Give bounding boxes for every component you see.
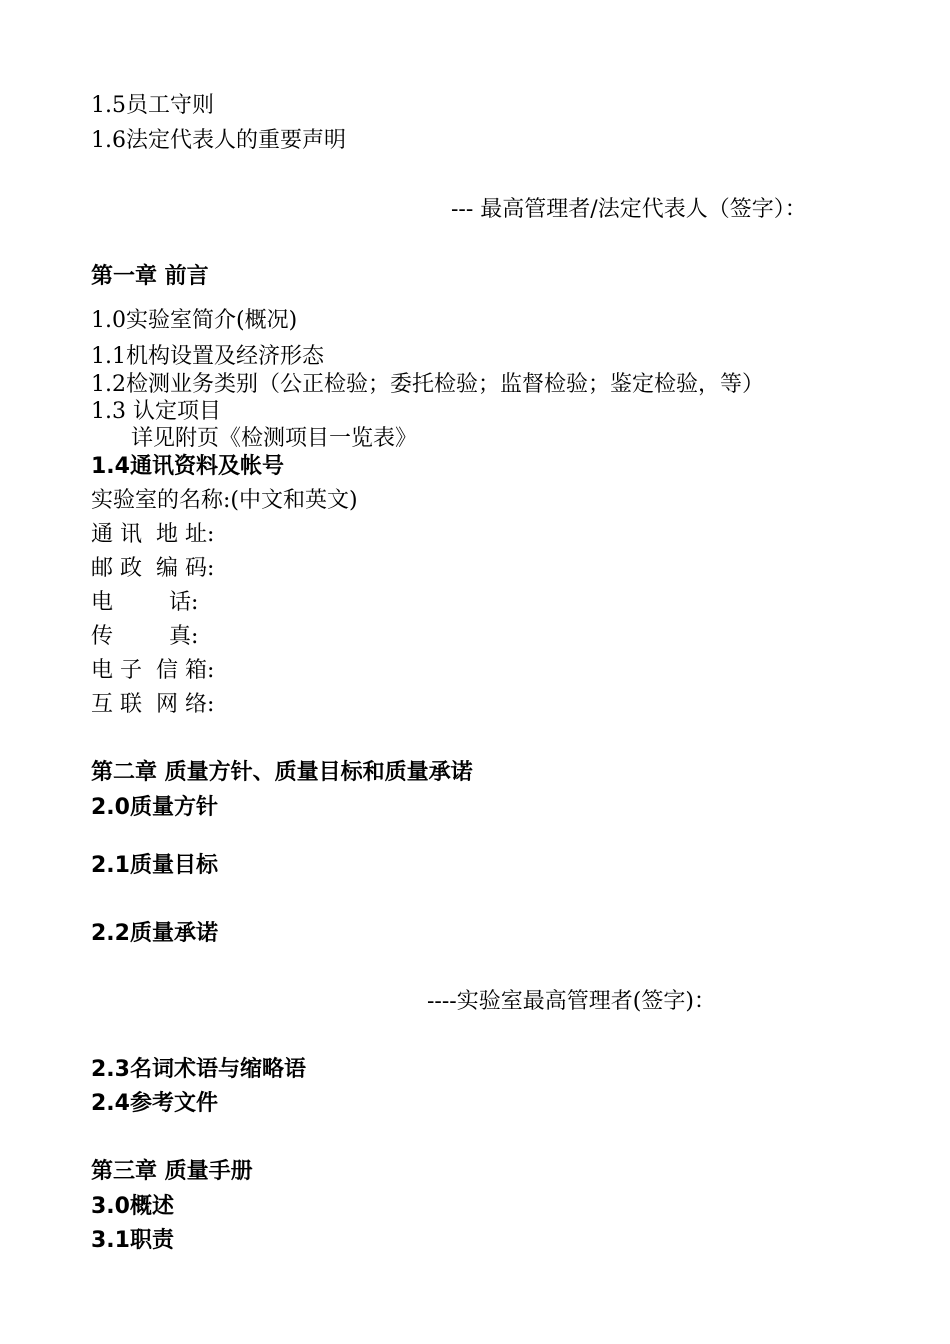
field-phone [91,590,243,616]
section-1-6: 1.6法定代表人的重要声明 [91,128,346,153]
field-label-website: 互 联 网 络: [91,692,215,717]
section-2-4: 2.4参考文件 [91,1091,218,1116]
field-postcode [91,556,243,582]
section-1-5: 1.5员工守则 [91,93,214,118]
field-website [91,692,243,718]
field-fax [91,624,243,650]
section-3-1: 3.1职责 [91,1228,174,1253]
section-2-1: 2.1质量目标 [91,853,218,878]
chapter-2-title: 第二章 质量方针、质量目标和质量承诺 [91,760,473,785]
field-email [91,658,243,684]
section-1-2: 1.2检测业务类别（公正检验；委托检验；监督检验；鉴定检验，等） [91,372,764,397]
section-2-0: 2.0质量方针 [91,795,218,820]
field-label-fax: 传 真: [91,624,199,649]
section-2-2: 2.2质量承诺 [91,921,218,946]
chapter-1-title: 第一章 前言 [91,264,209,289]
section-1-3-detail: 详见附页《检测项目一览表》 [131,426,418,451]
field-address [91,522,243,548]
section-1-4: 1.4通讯资料及帐号 [91,454,284,479]
field-label-postcode: 邮 政 编 码: [91,556,215,581]
section-3-0: 3.0概述 [91,1194,174,1219]
section-1-3: 1.3 认定项目 [91,399,221,424]
section-1-1: 1.1机构设置及经济形态 [91,344,324,369]
chapter-3-title: 第三章 质量手册 [91,1159,253,1184]
signature-line-lab-manager: ----实验室最高管理者(签字)： [427,989,716,1014]
field-label-email: 电 子 信 箱: [91,658,215,683]
field-label-address: 通 讯 地 址: [91,522,215,547]
field-label-phone: 电 话: [91,590,199,615]
lab-name-label: 实验室的名称:(中文和英文) [91,488,358,513]
section-2-3: 2.3名词术语与缩略语 [91,1057,306,1082]
section-1-0: 1.0实验室简介(概况) [91,308,298,333]
signature-line-legal-rep: --- 最高管理者/法定代表人（签字）： [451,197,807,222]
